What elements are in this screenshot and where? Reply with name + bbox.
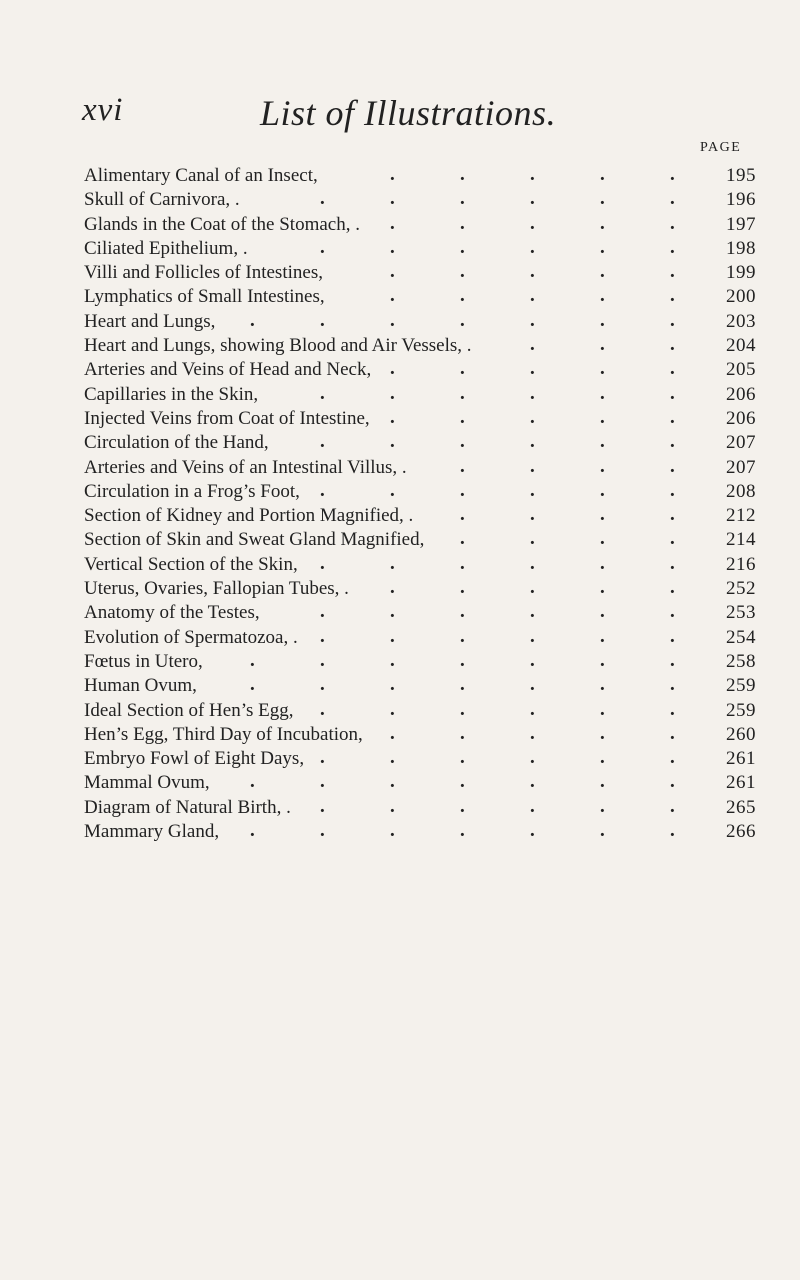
leader-dot: . [670,406,675,428]
leader-dot: . [600,431,605,453]
leader-dot: . [320,674,325,696]
list-item [84,626,756,650]
leader-dot: . [320,649,325,671]
page-ref: 203 [726,310,756,332]
illustration-title: Skull of Carnivora, . [84,189,240,211]
leader-dot: . [530,698,535,720]
leader-dot: . [670,358,675,380]
leader-dot: . [670,722,675,744]
list-item [84,480,756,504]
list-item [84,237,756,261]
illustration-title: Circulation of the Hand, [84,432,269,454]
list-item [84,504,756,528]
leader-dot: . [530,285,535,307]
list-item [84,310,756,334]
leader-dot: . [460,431,465,453]
leader-dot: . [460,552,465,574]
list-item [84,188,756,212]
illustration-title: Arteries and Veins of an Intestinal Villus, . [84,456,407,478]
page-ref: 252 [726,578,756,600]
leader-dot: . [530,382,535,404]
leader-dot: . [670,285,675,307]
leader-dot: . [460,528,465,550]
leader-dot: . [670,164,675,185]
leader-dot: . [320,188,325,210]
leader-dot: . [530,358,535,380]
illustration-title: Mammal Ovum, [84,772,210,794]
illustration-title: Human Ovum, [84,675,197,697]
list-item [84,213,756,237]
leader-dot: . [320,431,325,453]
leader-dot: . [670,625,675,647]
leader-dot: . [250,820,255,842]
page-ref: 205 [726,359,756,381]
list-item [84,528,756,552]
leader-dot: . [390,309,395,331]
list-item [84,456,756,480]
list-item [84,261,756,285]
page-ref: 254 [726,626,756,648]
illustration-title: Ciliated Epithelium, . [84,237,248,259]
leader-dot: . [460,722,465,744]
leader-dot: . [600,382,605,404]
leader-dot: . [670,431,675,453]
page-title: List of Illustrations. [260,93,557,133]
illustration-list [84,164,756,844]
leader-dot: . [320,552,325,574]
page-ref: 195 [726,165,756,186]
leader-dot: . [390,601,395,623]
illustration-title: Glands in the Coat of the Stomach, . [84,213,360,235]
leader-dot: . [670,382,675,404]
leader-dot: . [600,795,605,817]
leader-dot: . [390,164,395,185]
illustration-title: Fœtus in Utero, [84,650,203,672]
leader-dot: . [460,261,465,283]
list-item [84,383,756,407]
illustration-title: Heart and Lungs, showing Blood and Air Vessels, . [84,335,472,357]
list-item [84,285,756,309]
leader-dot: . [460,625,465,647]
leader-dot: . [670,528,675,550]
leader-dot: . [460,406,465,428]
leader-dot: . [600,164,605,185]
list-item [84,407,756,431]
leader-dot: . [320,479,325,501]
leader-dot: . [530,431,535,453]
list-item [84,431,756,455]
illustration-title: Section of Kidney and Portion Magnified, . [84,505,414,527]
illustration-title: Arteries and Veins of Head and Neck, [84,359,372,381]
leader-dot: . [670,455,675,477]
leader-dot: . [250,674,255,696]
leader-dot: . [460,698,465,720]
leader-dot: . [600,698,605,720]
list-item [84,358,756,382]
leader-dot: . [530,601,535,623]
page-ref: 261 [726,772,756,794]
page-ref: 198 [726,237,756,259]
leader-dot: . [600,188,605,210]
list-item [84,577,756,601]
leader-dot: . [670,747,675,769]
leader-dot: . [600,236,605,258]
leader-dot: . [530,747,535,769]
leader-dot: . [390,747,395,769]
leader-dot: . [390,698,395,720]
page-ref: 214 [726,529,756,551]
leader-dot: . [460,455,465,477]
leader-dot: . [390,212,395,234]
leader-dot: . [530,625,535,647]
illustration-title: Diagram of Natural Birth, . [84,796,291,818]
page-ref: 266 [726,821,756,843]
list-item [84,334,756,358]
leader-dot: . [600,358,605,380]
leader-dot: . [670,771,675,793]
list-item [84,723,756,747]
illustration-title: Hen’s Egg, Third Day of Incubation, [84,723,363,745]
leader-dot: . [320,625,325,647]
leader-dot: . [600,334,605,356]
page-ref: 197 [726,213,756,235]
page-ref: 216 [726,553,756,575]
leader-dot: . [670,479,675,501]
leader-dot: . [600,552,605,574]
leader-dot: . [390,261,395,283]
leader-dot: . [390,552,395,574]
leader-dot: . [670,236,675,258]
leader-dot: . [460,188,465,210]
leader-dot: . [390,358,395,380]
page-ref: 206 [726,383,756,405]
leader-dot: . [320,698,325,720]
leader-dot: . [670,795,675,817]
page-ref: 207 [726,432,756,454]
leader-dot: . [390,406,395,428]
leader-dot: . [320,236,325,258]
leader-dot: . [320,795,325,817]
leader-dot: . [600,577,605,599]
illustration-title: Embryo Fowl of Eight Days, [84,748,305,770]
leader-dot: . [530,188,535,210]
leader-dot: . [600,261,605,283]
leader-dot: . [390,236,395,258]
leader-dot: . [460,164,465,185]
page-ref: 200 [726,286,756,308]
leader-dot: . [600,747,605,769]
illustration-title: Capillaries in the Skin, [84,383,259,405]
leader-dot: . [390,577,395,599]
leader-dot: . [600,479,605,501]
leader-dot: . [530,261,535,283]
list-item [84,650,756,674]
leader-dot: . [390,479,395,501]
leader-dot: . [600,674,605,696]
running-header [0,92,800,136]
page-ref: 204 [726,335,756,357]
leader-dot: . [390,722,395,744]
leader-dot: . [390,820,395,842]
page-ref: 208 [726,480,756,502]
leader-dot: . [460,212,465,234]
leader-dot: . [670,309,675,331]
leader-dot: . [530,504,535,526]
list-item [84,674,756,698]
leader-dot: . [530,771,535,793]
leader-dot: . [600,722,605,744]
leader-dot: . [670,577,675,599]
leader-dot: . [600,406,605,428]
list-item [84,699,756,723]
leader-dot: . [600,625,605,647]
illustration-title: Vertical Section of the Skin, [84,553,298,575]
leader-dot: . [600,820,605,842]
leader-dot: . [460,358,465,380]
leader-dot: . [670,552,675,574]
leader-dot: . [530,212,535,234]
leader-dot: . [670,649,675,671]
illustration-title: Injected Veins from Coat of Intestine, [84,407,370,429]
leader-dot: . [600,649,605,671]
leader-dot: . [320,382,325,404]
leader-dot: . [530,528,535,550]
leader-dot: . [530,406,535,428]
leader-dot: . [600,285,605,307]
leader-dot: . [390,188,395,210]
leader-dot: . [600,309,605,331]
illustration-title: Mammary Gland, [84,821,220,843]
leader-dot: . [530,309,535,331]
illustration-title: Circulation in a Frog’s Foot, [84,480,300,502]
illustration-title: Ideal Section of Hen’s Egg, [84,699,294,721]
leader-dot: . [390,674,395,696]
list-item [84,747,756,771]
leader-dot: . [530,649,535,671]
leader-dot: . [670,334,675,356]
leader-dot: . [390,382,395,404]
leader-dot: . [460,577,465,599]
leader-dot: . [670,698,675,720]
leader-dot: . [320,601,325,623]
illustration-title: Uterus, Ovaries, Fallopian Tubes, . [84,578,349,600]
leader-dot: . [530,455,535,477]
illustration-title: Heart and Lungs, [84,310,216,332]
leader-dot: . [670,261,675,283]
leader-dot: . [460,747,465,769]
leader-dot: . [460,795,465,817]
leader-dot: . [390,285,395,307]
page-ref: 212 [726,505,756,527]
illustration-title: Evolution of Spermatozoa, . [84,626,298,648]
list-item [84,164,756,188]
leader-dot: . [670,674,675,696]
leader-dot: . [460,504,465,526]
leader-dot: . [670,188,675,210]
leader-dot: . [460,649,465,671]
leader-dot: . [460,285,465,307]
leader-dot: . [670,212,675,234]
leader-dot: . [250,649,255,671]
page-column-label: PAGE [700,140,742,155]
page-ref: 265 [726,796,756,818]
page-ref: 207 [726,456,756,478]
leader-dot: . [390,625,395,647]
leader-dot: . [600,504,605,526]
leader-dot: . [530,722,535,744]
leader-dot: . [460,771,465,793]
leader-dot: . [670,820,675,842]
leader-dot: . [250,771,255,793]
page-number: xvi [82,92,124,128]
leader-dot: . [530,236,535,258]
illustration-title: Alimentary Canal of an Insect, [84,165,318,186]
leader-dot: . [460,382,465,404]
leader-dot: . [390,795,395,817]
leader-dot: . [530,164,535,185]
list-item [84,771,756,795]
leader-dot: . [600,528,605,550]
leader-dot: . [320,747,325,769]
leader-dot: . [530,577,535,599]
leader-dot: . [670,601,675,623]
leader-dot: . [600,455,605,477]
leader-dot: . [600,771,605,793]
leader-dot: . [460,601,465,623]
page-ref: 199 [726,262,756,284]
leader-dot: . [460,236,465,258]
page-ref: 260 [726,723,756,745]
page-ref: 196 [726,189,756,211]
page-ref: 259 [726,699,756,721]
leader-dot: . [530,334,535,356]
leader-dot: . [460,820,465,842]
leader-dot: . [320,820,325,842]
leader-dot: . [530,674,535,696]
leader-dot: . [460,674,465,696]
leader-dot: . [670,504,675,526]
leader-dot: . [390,771,395,793]
leader-dot: . [530,552,535,574]
list-item [84,796,756,820]
illustration-title: Anatomy of the Testes, [84,602,260,624]
list-item [84,820,756,844]
page-ref: 259 [726,675,756,697]
illustration-title: Lymphatics of Small Intestines, [84,286,325,308]
page-ref: 261 [726,748,756,770]
leader-dot: . [250,309,255,331]
leader-dot: . [530,795,535,817]
leader-dot: . [460,309,465,331]
leader-dot: . [460,479,465,501]
leader-dot: . [320,771,325,793]
leader-dot: . [320,309,325,331]
page-ref: 253 [726,602,756,624]
leader-dot: . [390,431,395,453]
leader-dot: . [390,649,395,671]
page-ref: 258 [726,650,756,672]
illustration-title: Section of Skin and Sweat Gland Magnified, [84,529,425,551]
leader-dot: . [600,601,605,623]
leader-dot: . [530,479,535,501]
list-item [84,601,756,625]
list-item [84,553,756,577]
illustration-title: Villi and Follicles of Intestines, [84,262,323,284]
leader-dot: . [600,212,605,234]
leader-dot: . [530,820,535,842]
page-ref: 206 [726,407,756,429]
